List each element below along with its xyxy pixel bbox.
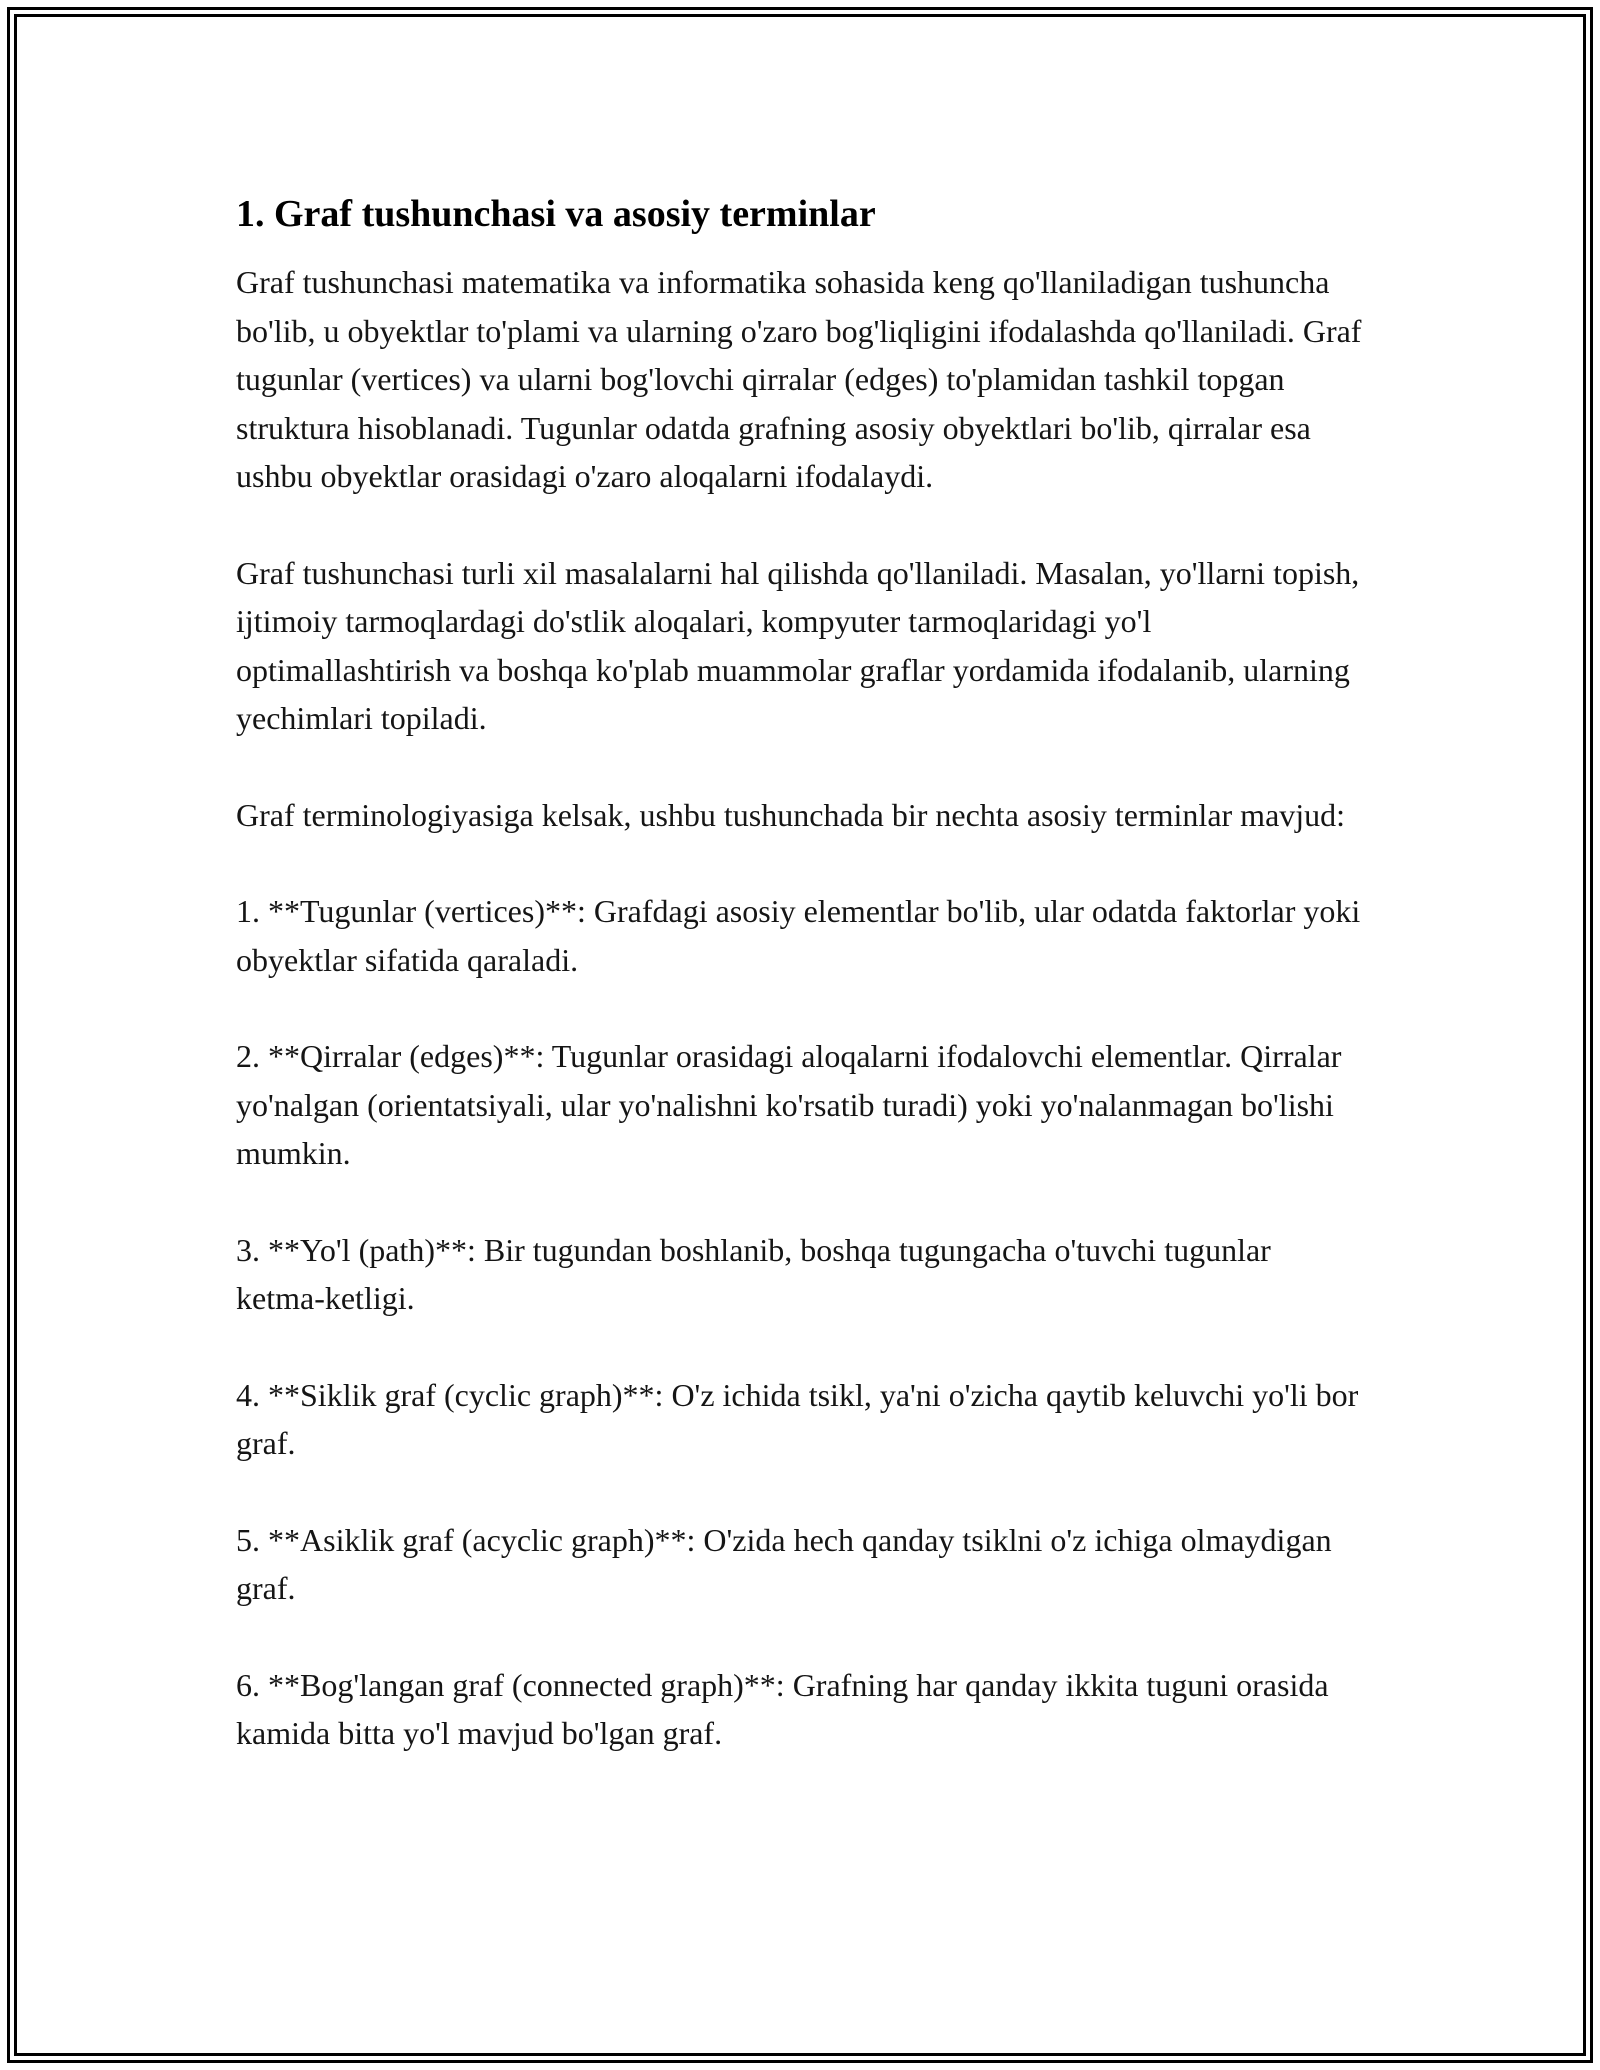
term-item-edges: 2. **Qirralar (edges)**: Tugunlar orasidagi aloqalarni ifodalovchi elementlar. Qirralar yo'nalgan (orientatsiyali, ular yo'nalishni ko'rsatib turadi) yoki yo'nalanmagan bo'lishi mumkin. (236, 1038, 1342, 1171)
paragraph-intro: Graf tushunchasi matematika va informatika sohasida keng qo'llaniladigan tushuncha bo'lib, u obyektlar to'plami va ularning o'zaro bog'liqligini ifodalashda qo'llaniladi. Graf tugunlar (vertices) va ularni bog'lovchi qirralar (edges) to'plamidan tashkil topgan struktura hisoblanadi. Tugunlar odatda grafning asosiy obyektlari bo'lib, qirralar esa ushbu obyektlar orasidagi o'zaro aloqalarni ifodalaydi. (236, 264, 1362, 494)
term-item-connected-graph: 6. **Bog'langan graf (connected graph)**: Grafning har qanday ikkita tuguni orasida kamida bitta yo'l mavjud bo'lgan graf. (236, 1666, 1329, 1751)
section-heading: 1. Graf tushunchasi va asosiy terminlar (236, 193, 876, 235)
document-body (236, 188, 1366, 1758)
paragraph-applications: Graf tushunchasi turli xil masalalarni hal qilishda qo'llaniladi. Masalan, yo'llarni topish, ijtimoiy tarmoqlardagi do'stlik aloqalari, kompyuter tarmoqlaridagi yo'l optimallashtirish va boshqa ko'plab muammolar graflar yordamida ifodalanib, ularning yechimlari topiladi. (236, 554, 1360, 736)
term-item-acyclic-graph: 5. **Asiklik graf (acyclic graph)**: O'zida hech qanday tsiklni o'z ichiga olmaydigan graf. (236, 1521, 1332, 1606)
term-item-cyclic-graph: 4. **Siklik graf (cyclic graph)**: O'z ichida tsikl, ya'ni o'zicha qaytib keluvchi yo'li bor graf. (236, 1376, 1359, 1461)
paragraph-terminology-intro: Graf terminologiyasiga kelsak, ushbu tushunchada bir nechta asosiy terminlar mavjud: (236, 796, 1346, 833)
term-item-path: 3. **Yo'l (path)**: Bir tugundan boshlanib, boshqa tugungacha o'tuvchi tugunlar ketma-ketligi. (236, 1231, 1271, 1316)
term-item-vertices: 1. **Tugunlar (vertices)**: Grafdagi asosiy elementlar bo'lib, ular odatda faktorlar yoki obyektlar sifatida qaraladi. (236, 893, 1361, 978)
